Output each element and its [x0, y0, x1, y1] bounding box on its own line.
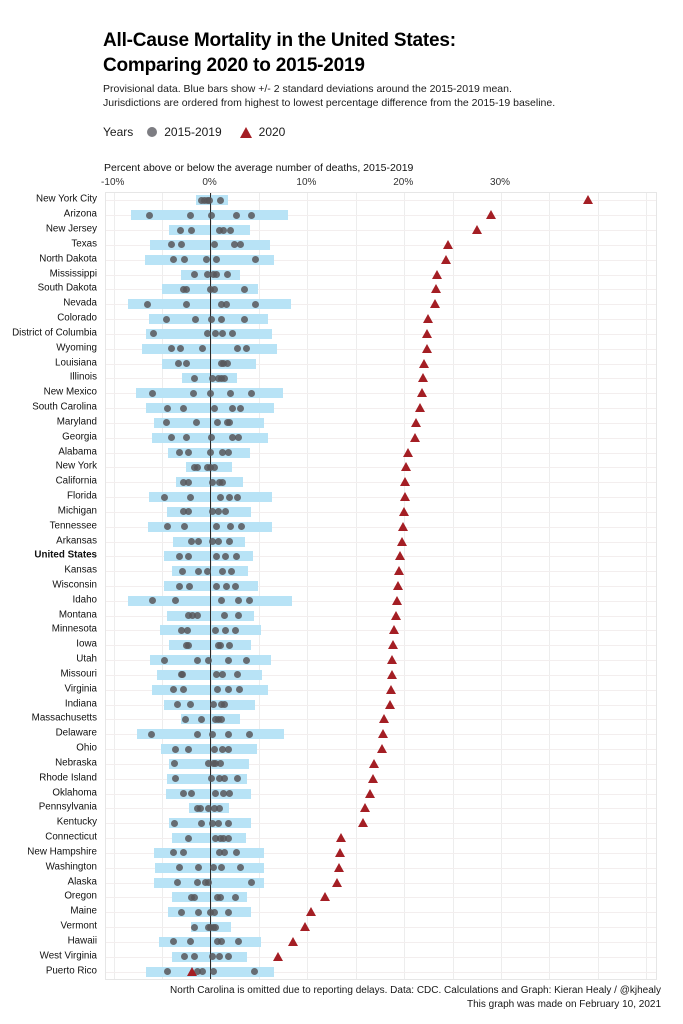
triangle-2020	[472, 225, 482, 234]
year-dot	[191, 924, 198, 931]
row-label: New Jersey	[45, 223, 97, 235]
triangle-2020	[395, 551, 405, 560]
row-label: Washington	[45, 861, 97, 873]
legend-title: Years	[103, 125, 134, 139]
year-dot	[191, 953, 198, 960]
year-dot	[222, 553, 229, 560]
year-dot	[161, 494, 168, 501]
year-dot	[219, 479, 226, 486]
year-dot	[213, 271, 220, 278]
year-dot	[223, 301, 230, 308]
triangle-2020	[419, 359, 429, 368]
row-label: South Dakota	[37, 282, 97, 294]
year-dot	[205, 657, 212, 664]
year-dot	[164, 405, 171, 412]
year-dot	[224, 360, 231, 367]
year-dot	[251, 968, 258, 975]
zero-reference-line	[210, 193, 212, 979]
year-dot	[187, 494, 194, 501]
year-dot	[209, 731, 216, 738]
year-dot	[225, 657, 232, 664]
year-dot	[208, 212, 215, 219]
triangle-2020	[394, 566, 404, 575]
year-dot	[219, 568, 226, 575]
triangle-2020	[411, 418, 421, 427]
row-label: Hawaii	[67, 935, 97, 947]
row-label: Pennsylvania	[38, 801, 97, 813]
row-label: Ohio	[76, 742, 97, 754]
triangle-2020	[385, 700, 395, 709]
year-dot	[220, 227, 227, 234]
x-axis-tick-label: 0%	[202, 177, 217, 188]
row-label: Kansas	[64, 564, 97, 576]
row-label: Utah	[76, 653, 97, 665]
year-dot	[185, 835, 192, 842]
legend-label-2020: 2020	[258, 125, 286, 139]
year-dot	[248, 212, 255, 219]
row-label: Oklahoma	[52, 787, 97, 799]
row-label: Rhode Island	[39, 772, 97, 784]
triangle-2020	[358, 818, 368, 827]
x-axis-ticks	[101, 177, 655, 189]
row-label: Puerto Rico	[45, 965, 97, 977]
year-dot	[206, 197, 213, 204]
triangle-2020	[486, 210, 496, 219]
chart-title-line1: All-Cause Mortality in the United States:	[103, 30, 456, 51]
year-dot	[193, 419, 200, 426]
triangle-2020	[387, 670, 397, 679]
year-dot	[179, 568, 186, 575]
year-dot	[188, 538, 195, 545]
row-label: Illinois	[69, 371, 97, 383]
year-dot	[192, 316, 199, 323]
year-dot	[225, 731, 232, 738]
triangle-2020	[443, 240, 453, 249]
x-axis-title: Percent above or below the average number of deaths, 2015-2019	[104, 162, 414, 174]
x-axis-tick-label: 10%	[296, 177, 317, 188]
triangle-2020	[273, 952, 283, 961]
chart-subtitle-line2: Jurisdictions are ordered from highest to lowest percentage difference from the 2015-19 baseline.	[103, 97, 556, 109]
chart-subtitle	[103, 82, 555, 110]
triangle-2020	[393, 581, 403, 590]
triangle-2020	[368, 774, 378, 783]
row-label: Missouri	[60, 668, 97, 680]
year-dot	[213, 523, 220, 530]
triangle-2020	[378, 729, 388, 738]
triangle-2020	[399, 507, 409, 516]
triangle-2020	[334, 863, 344, 872]
year-dot	[180, 405, 187, 412]
year-dot	[177, 227, 184, 234]
plot-panel	[105, 192, 657, 980]
year-dot	[149, 390, 156, 397]
year-dot	[148, 731, 155, 738]
horizontal-gridline	[106, 200, 656, 201]
year-dot	[183, 360, 190, 367]
year-dot	[248, 390, 255, 397]
year-dot	[217, 494, 224, 501]
year-dot	[233, 212, 240, 219]
year-dot	[191, 271, 198, 278]
triangle-2020	[320, 892, 330, 901]
row-label: New York City	[36, 193, 97, 205]
chart-title-line2: Comparing 2020 to 2015-2019	[103, 55, 365, 76]
year-dot	[213, 553, 220, 560]
row-label: South Carolina	[32, 401, 97, 413]
year-dot	[171, 820, 178, 827]
year-dot	[163, 316, 170, 323]
triangle-2020	[389, 625, 399, 634]
year-dot	[211, 909, 218, 916]
row-label: Delaware	[55, 727, 97, 739]
year-dot	[217, 894, 224, 901]
triangle-2020	[369, 759, 379, 768]
row-label: Alabama	[58, 446, 97, 458]
year-dot	[188, 227, 195, 234]
row-label: Nevada	[63, 297, 97, 309]
year-dot	[183, 434, 190, 441]
row-label: West Virginia	[39, 950, 97, 962]
year-dot	[241, 316, 248, 323]
year-dot	[216, 953, 223, 960]
row-label: California	[55, 475, 97, 487]
year-dot	[184, 627, 191, 634]
legend-dot-icon	[147, 127, 157, 137]
row-label: District of Columbia	[12, 327, 97, 339]
year-dot	[221, 775, 228, 782]
year-dot	[163, 419, 170, 426]
triangle-2020	[387, 655, 397, 664]
chart-title	[103, 28, 456, 78]
triangle-2020	[187, 967, 197, 976]
year-dot	[226, 494, 233, 501]
year-dot	[187, 701, 194, 708]
triangle-2020	[400, 477, 410, 486]
x-axis-tick-label: 30%	[490, 177, 511, 188]
year-dot	[176, 583, 183, 590]
year-dot	[194, 464, 201, 471]
year-dot	[164, 523, 171, 530]
triangle-2020	[400, 492, 410, 501]
year-dot	[221, 612, 228, 619]
row-label: Mississippi	[49, 268, 97, 280]
triangle-2020	[392, 596, 402, 605]
row-label: Maine	[70, 905, 97, 917]
year-dot	[188, 790, 195, 797]
legend-label-2015-2019: 2015-2019	[164, 125, 222, 139]
row-label: Colorado	[57, 312, 97, 324]
row-label: Minnesota	[51, 623, 97, 635]
legend-triangle-icon	[240, 127, 252, 138]
triangle-2020	[418, 373, 428, 382]
row-label: New Mexico	[43, 386, 97, 398]
year-dot	[180, 790, 187, 797]
triangle-2020	[379, 714, 389, 723]
year-dot	[185, 746, 192, 753]
year-dot	[218, 316, 225, 323]
year-dot	[211, 464, 218, 471]
year-dot	[234, 494, 241, 501]
year-dot	[229, 405, 236, 412]
triangle-2020	[288, 937, 298, 946]
year-dot	[172, 746, 179, 753]
row-label: Nebraska	[55, 757, 97, 769]
year-dot	[218, 864, 225, 871]
triangle-2020	[431, 284, 441, 293]
year-dot	[212, 627, 219, 634]
footer	[141, 984, 661, 1011]
chart-subtitle-line1: Provisional data. Blue bars show +/- 2 standard deviations around the 2015-2019 mean.	[103, 83, 512, 95]
triangle-2020	[432, 270, 442, 279]
year-dot	[146, 212, 153, 219]
year-dot	[211, 746, 218, 753]
row-label: Florida	[67, 490, 97, 502]
row-label: Kentucky	[56, 816, 97, 828]
year-dot	[210, 968, 217, 975]
year-dot	[216, 805, 223, 812]
row-label: Wyoming	[56, 342, 97, 354]
year-dot	[215, 538, 222, 545]
year-dot	[221, 375, 228, 382]
row-label: Arizona	[63, 208, 97, 220]
year-dot	[164, 968, 171, 975]
year-dot	[217, 642, 224, 649]
row-label: Vermont	[60, 920, 97, 932]
year-dot	[144, 301, 151, 308]
year-dot	[204, 568, 211, 575]
year-dot	[207, 390, 214, 397]
x-axis-tick-label: 20%	[393, 177, 414, 188]
row-label: Oregon	[64, 890, 97, 902]
year-dot	[211, 405, 218, 412]
triangle-2020	[391, 611, 401, 620]
triangle-2020	[377, 744, 387, 753]
footer-date: This graph was made on February 10, 2021	[467, 998, 661, 1010]
year-dot	[222, 627, 229, 634]
row-labels	[0, 192, 100, 978]
triangle-2020	[430, 299, 440, 308]
year-dot	[218, 716, 225, 723]
triangle-2020	[422, 344, 432, 353]
row-label: Montana	[58, 609, 97, 621]
horizontal-gridline	[106, 927, 656, 928]
year-dot	[185, 553, 192, 560]
row-label: Virginia	[64, 683, 97, 695]
row-label: North Dakota	[39, 253, 97, 265]
triangle-2020	[332, 878, 342, 887]
year-dot	[246, 731, 253, 738]
triangle-2020	[397, 537, 407, 546]
row-label: Maryland	[56, 416, 97, 428]
year-dot	[241, 286, 248, 293]
row-label: Massachusetts	[31, 712, 97, 724]
triangle-2020	[398, 522, 408, 531]
year-dot	[225, 953, 232, 960]
year-dot	[211, 286, 218, 293]
row-label: Texas	[71, 238, 97, 250]
year-dot	[222, 508, 229, 515]
year-dot	[190, 390, 197, 397]
year-dot	[215, 820, 222, 827]
row-label: Wisconsin	[52, 579, 97, 591]
year-dot	[225, 686, 232, 693]
triangle-2020	[388, 640, 398, 649]
year-dot	[176, 553, 183, 560]
triangle-2020	[410, 433, 420, 442]
footer-note: North Carolina is omitted due to reporting delays. Data: CDC. Calculations and Graph: Kieran Healy / @kjhealy	[170, 985, 661, 996]
sd-range-bar	[166, 789, 251, 799]
year-dot	[182, 716, 189, 723]
year-dot	[191, 375, 198, 382]
row-label: Arkansas	[56, 535, 97, 546]
row-label: Iowa	[76, 638, 97, 650]
triangle-2020	[386, 685, 396, 694]
row-label: Georgia	[62, 431, 97, 443]
year-dot	[209, 479, 216, 486]
triangle-2020	[403, 448, 413, 457]
year-dot	[252, 301, 259, 308]
triangle-2020	[360, 803, 370, 812]
year-dot	[185, 642, 192, 649]
year-dot	[183, 286, 190, 293]
triangle-2020	[583, 195, 593, 204]
row-label: Idaho	[72, 594, 97, 606]
year-dot	[224, 271, 231, 278]
row-label: New Hampshire	[27, 846, 97, 858]
year-dot	[237, 405, 244, 412]
year-dot	[191, 894, 198, 901]
triangle-2020	[417, 388, 427, 397]
year-dot	[185, 479, 192, 486]
year-dot	[223, 583, 230, 590]
year-dot	[212, 790, 219, 797]
row-label: Tennessee	[49, 520, 97, 532]
year-dot	[232, 583, 239, 590]
year-dot	[187, 212, 194, 219]
x-axis-tick-label: -10%	[101, 177, 125, 188]
year-dot	[217, 197, 224, 204]
year-dot	[225, 835, 232, 842]
triangle-2020	[335, 848, 345, 857]
year-dot	[213, 583, 220, 590]
row-label: Louisiana	[55, 357, 97, 369]
year-dot	[221, 701, 228, 708]
row-label: Alaska	[67, 876, 97, 888]
year-dot	[243, 657, 250, 664]
triangle-2020	[415, 403, 425, 412]
row-label: New York	[55, 460, 97, 472]
year-dot	[161, 657, 168, 664]
year-dot	[178, 909, 185, 916]
row-label: Indiana	[64, 698, 97, 710]
year-dot	[252, 256, 259, 263]
triangle-2020	[401, 462, 411, 471]
year-dot	[248, 879, 255, 886]
row-label: Connecticut	[45, 831, 97, 843]
year-dot	[227, 227, 234, 234]
triangle-2020	[306, 907, 316, 916]
year-dot	[183, 301, 190, 308]
year-dot	[185, 449, 192, 456]
year-dot	[212, 924, 219, 931]
triangle-2020	[423, 314, 433, 323]
year-dot	[233, 553, 240, 560]
row-label: United States	[34, 549, 97, 561]
triangle-2020	[336, 833, 346, 842]
year-dot	[225, 820, 232, 827]
triangle-2020	[300, 922, 310, 931]
row-label: Michigan	[57, 505, 97, 517]
triangle-2020	[422, 329, 432, 338]
triangle-2020	[365, 789, 375, 798]
year-dot	[208, 316, 215, 323]
year-dot	[186, 583, 193, 590]
legend	[103, 124, 285, 140]
triangle-2020	[441, 255, 451, 264]
